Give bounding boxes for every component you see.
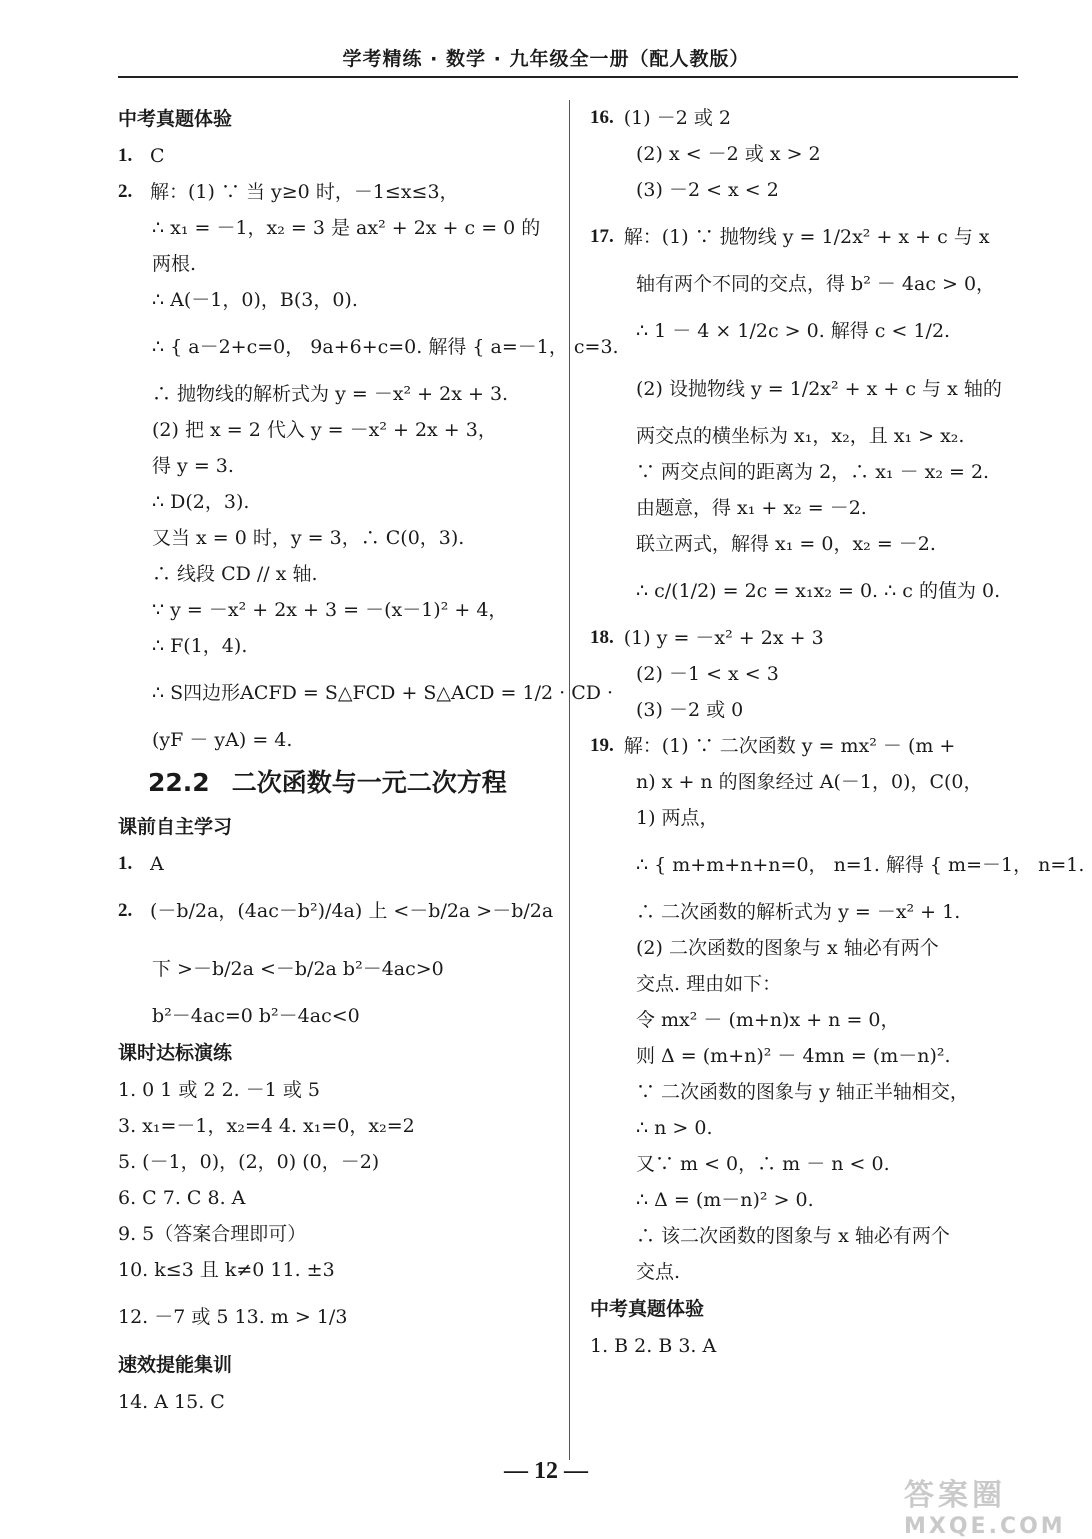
- answer-line: (3) －2 < x < 2: [636, 179, 779, 201]
- section-title: 中考真题体验: [590, 1298, 705, 1320]
- column-divider: [569, 100, 570, 1460]
- answer-text: (1) y = －x² + 2x + 3: [623, 627, 824, 649]
- watermark-logo: [904, 1470, 1080, 1539]
- answer-line: ∴ Δ = (m－n)² > 0.: [636, 1189, 814, 1211]
- answer-text: (1) －2 或 2: [623, 107, 731, 129]
- answer-line: 又∵ m < 0，∴ m － n < 0.: [636, 1153, 890, 1175]
- question-number: 1.: [118, 853, 133, 874]
- answer-text: 解：(1) ∵ 当 y≥0 时，－1≤x≤3，: [150, 181, 459, 203]
- answer-line: [590, 208, 1020, 266]
- answer-line: (2) 设抛物线 y = 1/2x² + x + c 与 x 轴的: [636, 378, 1002, 400]
- answer-line: 两根.: [152, 253, 197, 275]
- answer-line: 轴有两个不同的交点，得 b² － 4ac > 0，: [636, 273, 996, 295]
- question-number: 19.: [590, 735, 614, 756]
- right-column: [590, 100, 1085, 1364]
- answer-line: (2) 把 x = 2 代入 y = －x² + 2x + 3，: [152, 419, 497, 441]
- answer-line: 14. A 15. C: [118, 1391, 225, 1413]
- chapter-heading: [118, 758, 553, 808]
- section-title: 课时达标演练: [118, 1042, 233, 1064]
- section-title: 中考真题体验: [118, 108, 233, 130]
- header-rule: [118, 76, 1018, 78]
- answer-line: 又当 x = 0 时，y = 3，∴ C(0，3).: [152, 527, 465, 549]
- question-number: 2.: [118, 900, 133, 921]
- answer-line: 5. (－1，0)，(2，0) (0，－2): [118, 1151, 380, 1173]
- answer-line: 两交点的横坐标为 x₁，x₂，且 x₁ > x₂.: [636, 425, 965, 447]
- answer-line: [118, 174, 553, 210]
- answer-line: 1) 两点，: [636, 807, 719, 829]
- answer-line: ∴ 1 － 4 × 1/2c > 0. 解得 c < 1/2.: [636, 320, 951, 342]
- answer-line: (2) 二次函数的图象与 x 轴必有两个: [636, 937, 939, 959]
- answer-item: [118, 138, 553, 174]
- answer-line: ∴ x₁ = －1，x₂ = 3 是 ax² + 2x + c = 0 的: [152, 217, 541, 239]
- answer-line: ∵ 二次函数的图象与 y 轴正半轴相交，: [636, 1081, 969, 1103]
- section-title: 课前自主学习: [118, 816, 233, 838]
- answer-line: n) x + n 的图象经过 A(－1，0)，C(0，: [636, 771, 983, 793]
- answer-line: 联立两式，解得 x₁ = 0，x₂ = －2.: [636, 533, 936, 555]
- answer-line: ∵ 两交点间的距离为 2，∴ x₁ － x₂ = 2.: [636, 461, 990, 483]
- answer-line: 6. C 7. C 8. A: [118, 1187, 246, 1209]
- answer-line: ∴ A(－1，0)，B(3，0).: [152, 289, 358, 311]
- answer-line: 得 y = 3.: [152, 455, 234, 477]
- answer-line: 3. x₁=－1，x₂=4 4. x₁=0，x₂=2: [118, 1115, 415, 1137]
- answer-line: [590, 728, 1020, 764]
- answer-line: 1. 0 1 或 2 2. －1 或 5: [118, 1079, 321, 1101]
- answer-line: 令 mx² － (m+n)x + n = 0，: [636, 1009, 900, 1031]
- answer-line: (yF － yA) = 4.: [152, 729, 293, 751]
- answer-line: ∴ 该二次函数的图象与 x 轴必有两个: [636, 1225, 950, 1247]
- answer-line: ∴ F(1，4).: [152, 635, 248, 657]
- answer-line: 则 Δ = (m+n)² － 4mn = (m－n)².: [636, 1045, 951, 1067]
- answer-line: [118, 882, 553, 940]
- answer-line: ∴ 抛物线的解析式为 y = －x² + 2x + 3.: [152, 383, 509, 405]
- answer-line: 交点. 理由如下：: [636, 973, 782, 995]
- answer-text: A: [150, 853, 164, 875]
- answer-line: ∴ 二次函数的解析式为 y = －x² + 1.: [636, 901, 961, 923]
- answer-line: ∴ 线段 CD // x 轴.: [152, 563, 318, 585]
- page-header-title: 学考精练 · 数学 · 九年级全一册（配人教版）: [342, 48, 750, 70]
- equation-system: ∴ { a－2+c=0， 9a+6+c=0. 解得 { a=－1， c=3.: [152, 336, 619, 358]
- answer-line: 10. k≤3 且 k≠0 11. ±3: [118, 1259, 335, 1281]
- chapter-number: 22.2: [148, 768, 210, 797]
- answer-line: [590, 100, 1020, 136]
- answer-line: [590, 620, 1020, 656]
- answer-line: ∴ n > 0.: [636, 1117, 713, 1139]
- watermark-url: MXQE.COM: [904, 1514, 1066, 1539]
- section-title: 速效提能集训: [118, 1354, 233, 1376]
- area-formula: ∴ S四边形ACFD = S△FCD + S△ACD = 1/2 · CD ·: [152, 682, 614, 704]
- answer-item: [118, 846, 553, 882]
- answer-line: b²－4ac=0 b²－4ac<0: [152, 1005, 360, 1027]
- question-number: 1.: [118, 145, 133, 166]
- answer-line: (2) x < －2 或 x > 2: [636, 143, 821, 165]
- answer-line: 1. B 2. B 3. A: [590, 1335, 717, 1357]
- answer-line: ∵ y = －x² + 2x + 3 = －(x－1)² + 4，: [152, 599, 508, 621]
- answer-line: (3) －2 或 0: [636, 699, 744, 721]
- answer-line: ∴ c/(1/2) = 2c = x₁x₂ = 0. ∴ c 的值为 0.: [636, 580, 1001, 602]
- answer-text: 解：(1) ∵ 二次函数 y = mx² － (m +: [623, 735, 956, 757]
- answer-text: (－b/2a，(4ac－b²)/4a) 上 <－b/2a >－b/2a: [150, 900, 554, 922]
- equation-system: ∴ { m+m+n+n=0， n=1. 解得 { m=－1， n=1.: [636, 854, 1085, 876]
- page-number: — 12 —: [504, 1458, 588, 1484]
- question-number: 17.: [590, 226, 614, 247]
- question-number: 2.: [118, 181, 133, 202]
- answer-line: (2) －1 < x < 3: [636, 663, 779, 685]
- answer-line: 由题意，得 x₁ + x₂ = －2.: [636, 497, 867, 519]
- question-number: 18.: [590, 627, 614, 648]
- watermark-text: 答案圈: [904, 1478, 1006, 1513]
- chapter-title: 二次函数与一元二次方程: [231, 768, 507, 797]
- answer-line: 交点.: [636, 1261, 681, 1283]
- answer-line: 12. －7 或 5 13. m > 1/3: [118, 1306, 348, 1328]
- question-number: 16.: [590, 107, 614, 128]
- answer-line: ∴ D(2，3).: [152, 491, 250, 513]
- answer-text: 解：(1) ∵ 抛物线 y = 1/2x² + x + c 与 x: [623, 226, 990, 248]
- answer-text: C: [150, 145, 165, 167]
- answer-line: 9. 5（答案合理即可）: [118, 1223, 307, 1245]
- answer-line: 下 >－b/2a <－b/2a b²－4ac>0: [152, 958, 444, 980]
